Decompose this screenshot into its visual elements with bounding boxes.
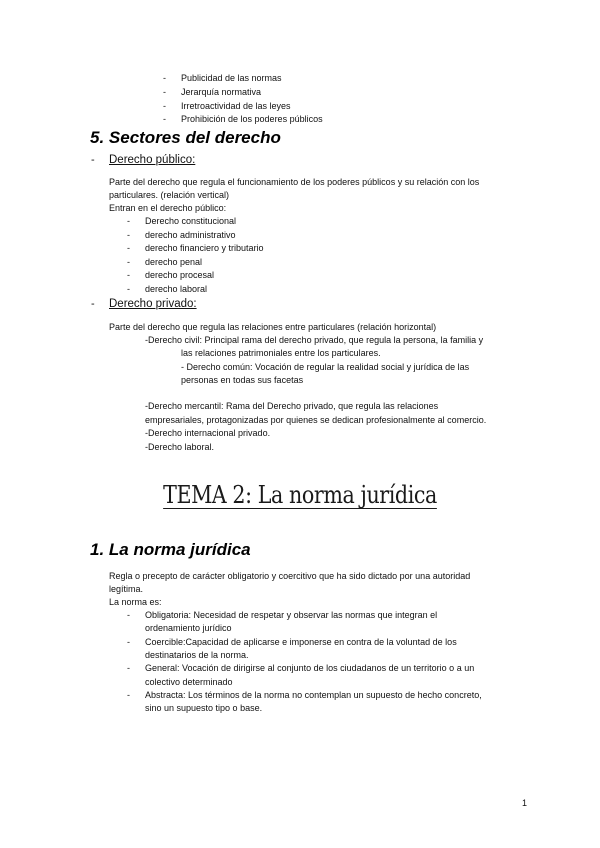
paragraph-line: La norma es: [109,597,162,607]
paragraph-line: las relaciones patrimoniales entre los particulares. [181,348,381,358]
paragraph-line: Entran en el derecho público: [109,203,227,213]
derecho-privado-heading: Derecho privado: [109,298,197,310]
dash: - [91,154,95,166]
paragraph-line: particulares. (relación vertical) [109,190,230,200]
paragraph-line: personas en todas sus facetas [181,375,304,385]
derecho-publico-heading: Derecho público: [109,154,196,166]
list-item: Jerarquía normativa [181,87,262,97]
paragraph-line: -Derecho laboral. [145,442,215,452]
page-number: 1 [522,798,528,808]
paragraph-line: empresariales, protagonizadas por quienes se dedican profesionalmente al comercio. [145,415,487,425]
section-5-title: 5. Sectores del derecho [90,128,281,147]
dash: - [127,690,130,700]
dash: - [163,73,166,83]
list-item-continuation: destinatarios de la norma. [145,650,249,660]
list-item: derecho laboral [145,284,208,294]
section-1-title: 1. La norma jurídica [90,540,251,559]
paragraph-line: Regla o precepto de carácter obligatorio y coercitivo que ha sido dictado por una autoridad [109,571,471,581]
dash: - [127,216,130,226]
list-item: Obligatoria: Necesidad de respetar y observar las normas que integran el [145,610,438,620]
paragraph-line: -Derecho internacional privado. [145,428,271,438]
list-item: Prohibición de los poderes públicos [181,114,323,124]
dash: - [127,257,130,267]
paragraph-line: Parte del derecho que regula el funcionamiento de los poderes públicos y su relación con los [109,177,480,187]
list-item: Abstracta: Los términos de la norma no contemplan un supuesto de hecho concreto, [145,690,482,700]
list-item: Derecho constitucional [145,216,237,226]
list-item-continuation: ordenamiento jurídico [145,623,232,633]
paragraph-line: legítima. [109,584,144,594]
list-item: Irretroactividad de las leyes [181,101,291,111]
paragraph-line: - Derecho común: Vocación de regular la realidad social y jurídica de las [181,362,470,372]
dash: - [127,284,130,294]
list-item: derecho penal [145,257,203,267]
dash: - [127,663,130,673]
dash: - [127,637,130,647]
dash: - [127,610,130,620]
tema-2-title: TEMA 2: La norma jurídica [163,481,437,509]
list-item: General: Vocación de dirigirse al conjunto de los ciudadanos de un territorio o a un [145,663,475,673]
list-item-continuation: sino un supuesto tipo o base. [145,703,263,713]
dash: - [163,114,166,124]
paragraph-line: -Derecho civil: Principal rama del derecho privado, que regula la persona, la familia y [145,335,484,345]
dash: - [127,230,130,240]
list-item: derecho procesal [145,270,215,280]
dash: - [91,298,95,310]
list-item-continuation: colectivo determinado [145,677,233,687]
dash: - [127,270,130,280]
paragraph-line: Parte del derecho que regula las relaciones entre particulares (relación horizontal) [109,322,437,332]
list-item: Coercible:Capacidad de aplicarse e imponerse en contra de la voluntad de los [145,637,457,647]
dash: - [127,243,130,253]
paragraph-line: -Derecho mercantil: Rama del Derecho privado, que regula las relaciones [145,401,439,411]
dash: - [163,101,166,111]
dash: - [163,87,166,97]
list-item: Publicidad de las normas [181,73,282,83]
list-item: derecho administrativo [145,230,236,240]
list-item: derecho financiero y tributario [145,243,264,253]
